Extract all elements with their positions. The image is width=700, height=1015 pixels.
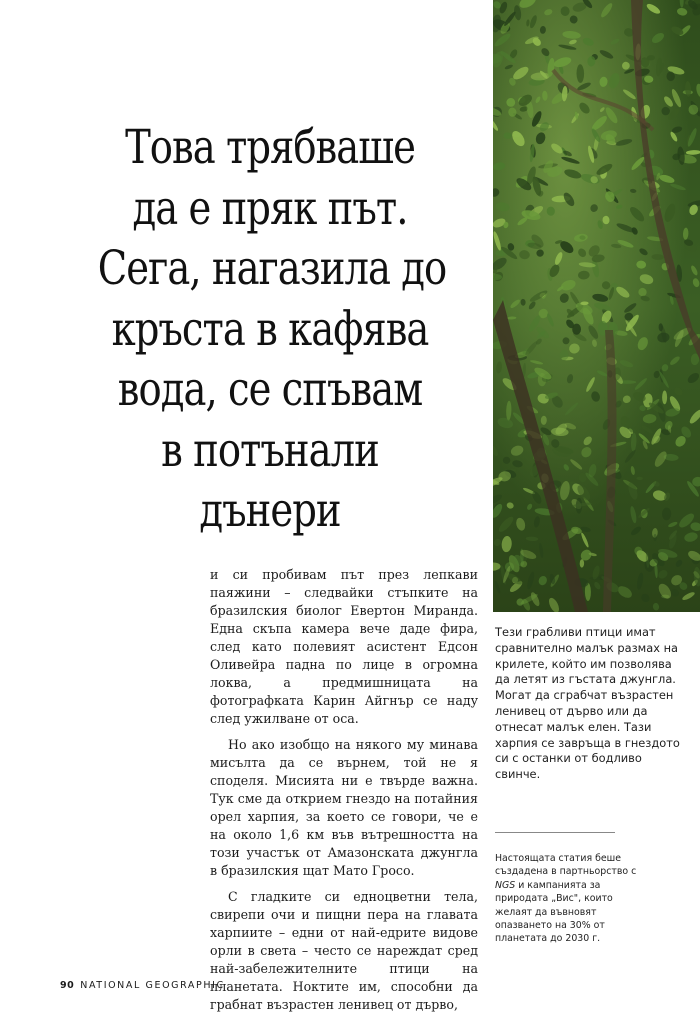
note-text-after: и кампанията за природата „Виc", които желаят да въвновят опазването на 30% от планетата до 2030 г. xyxy=(495,879,613,945)
article-headline xyxy=(97,118,447,542)
caption-divider xyxy=(495,832,615,833)
note-text-italic: NGS xyxy=(495,879,516,891)
page-footer xyxy=(60,980,225,991)
body-paragraph: и си пробивам път през лепкави паяжини – следвайки стъпките на бразилския биолог Евертон Миранда. Една скъпа камера вече даде фира, след като полевият асистент Едсон Оливейра падна по лице в огромна локва, а предмишницата на фотографката Карин Айгнър се наду след ужилване от оса. xyxy=(210,567,478,726)
headline-line: да е пряк път. xyxy=(132,180,408,236)
headline-line: в потънали xyxy=(161,422,379,478)
body-paragraph: Но ако изобщо на някого му минава мисълта да се върнем, той не я споделя. Мисията ни е твърде важна. Тук сме да открием гнездо на потайния орел харпия, за което се говори, че е на около 1,6 км във вътрешността на този участък от Амазонската джунгла в бразилския щат Мато Гросо. xyxy=(210,737,478,878)
headline-line: Сега, нагазила до xyxy=(97,241,447,296)
body-paragraph: С гладките си едноцветни тела, свирепи очи и пищни пера на главата харпиите – едни от най-едрите видове орли в света – често се нареждат сред най-забележителните птици на планетата. Ноктите им, способни да грабнат възрастен ленивец от дърво, xyxy=(210,889,478,1012)
headline-line: кръста в кафява xyxy=(111,301,429,357)
jungle-foliage-illustration xyxy=(493,0,700,612)
page-number: 90 xyxy=(60,980,75,991)
headline-line: вода, се спъвам xyxy=(117,362,423,417)
jungle-photo xyxy=(493,0,700,612)
note-text-before: Настоящата статия беше създадена в партньорство с xyxy=(495,853,637,878)
publication-name: NATIONAL GEOGRAPHIC xyxy=(80,980,225,991)
partnership-note xyxy=(495,852,645,946)
article-body xyxy=(210,566,478,1014)
photo-caption: Тези грабливи птици имат сравнително малък размах на крилете, който им позволява да летят из гъстата джунгла. Могат да сграбчат възрастен ленивец от дърво или да отнесат малък елен. Тази харпия се завръща в гнездото си с останки от бодливо свинче. xyxy=(495,625,680,782)
headline-line: дънери xyxy=(199,483,341,538)
headline-line: Това трябваше xyxy=(125,120,415,175)
